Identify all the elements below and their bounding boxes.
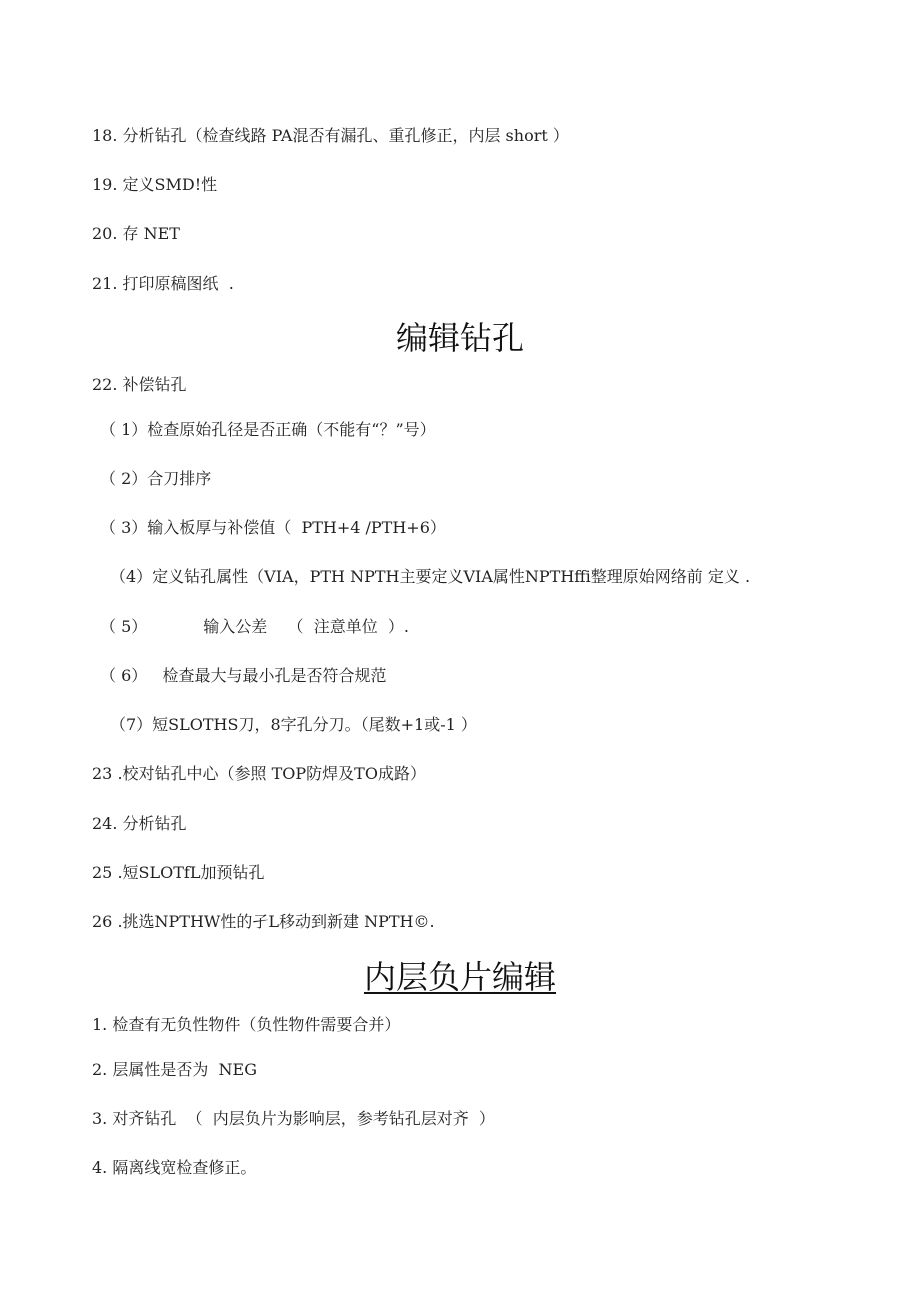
inner-line-2: 2. 层属性是否为 NEG bbox=[92, 1060, 257, 1079]
line-22: 22. 补偿钻孔 bbox=[92, 375, 187, 394]
line-22-4: （4）定义钻孔属性（VIA，PTH NPTH主要定义VIA属性NPTHffi整理原始网络前 定义 . bbox=[110, 567, 751, 586]
inner-line-3: 3. 对齐钻孔 （ 内层负片为影响层，参考钻孔层对齐 ） bbox=[92, 1109, 495, 1128]
line-22-1: （ 1）检查原始孔径是否正确（不能有“？”号） bbox=[100, 420, 436, 439]
line-22-6: （ 6） 检查最大与最小孔是否符合规范 bbox=[100, 666, 387, 685]
line-20: 20. 存 NET bbox=[92, 224, 180, 243]
inner-line-1: 1. 检查有无负性物件（负性物件需要合并） bbox=[92, 1015, 401, 1034]
line-19: 19. 定义SMD!性 bbox=[92, 175, 218, 194]
line-22-7: （7）短SLOTHS刀，8字孔分刀。（尾数+1或-1 ） bbox=[110, 715, 477, 734]
heading-inner-negative bbox=[0, 957, 920, 997]
line-21: 21. 打印原稿图纸 . bbox=[92, 274, 234, 293]
line-24: 24. 分析钻孔 bbox=[92, 814, 187, 833]
heading-inner-negative-text: 内层负片编辑 bbox=[363, 958, 556, 996]
line-26: 26 .挑选NPTHW性的孑L移动到新建 NPTH©. bbox=[92, 912, 435, 931]
inner-line-4: 4. 隔离线宽检查修正。 bbox=[92, 1158, 257, 1177]
line-22-2: （ 2）合刀排序 bbox=[100, 469, 212, 488]
line-18: 18. 分析钻孔（检查线路 PA混否有漏孔、重孔修正，内层 short ） bbox=[92, 126, 569, 145]
line-23: 23 .校对钻孔中心（参照 TOP防焊及TO成路） bbox=[92, 764, 426, 783]
line-22-3: （ 3）输入板厚与补偿值（ PTH+4 /PTH+6） bbox=[100, 518, 446, 537]
line-25: 25 .短SLOTfL加预钻孔 bbox=[92, 863, 265, 882]
line-22-5: （ 5） 输入公差 （ 注意单位 ）. bbox=[100, 617, 409, 636]
heading-edit-drill: 编辑钻孔 bbox=[395, 319, 524, 357]
